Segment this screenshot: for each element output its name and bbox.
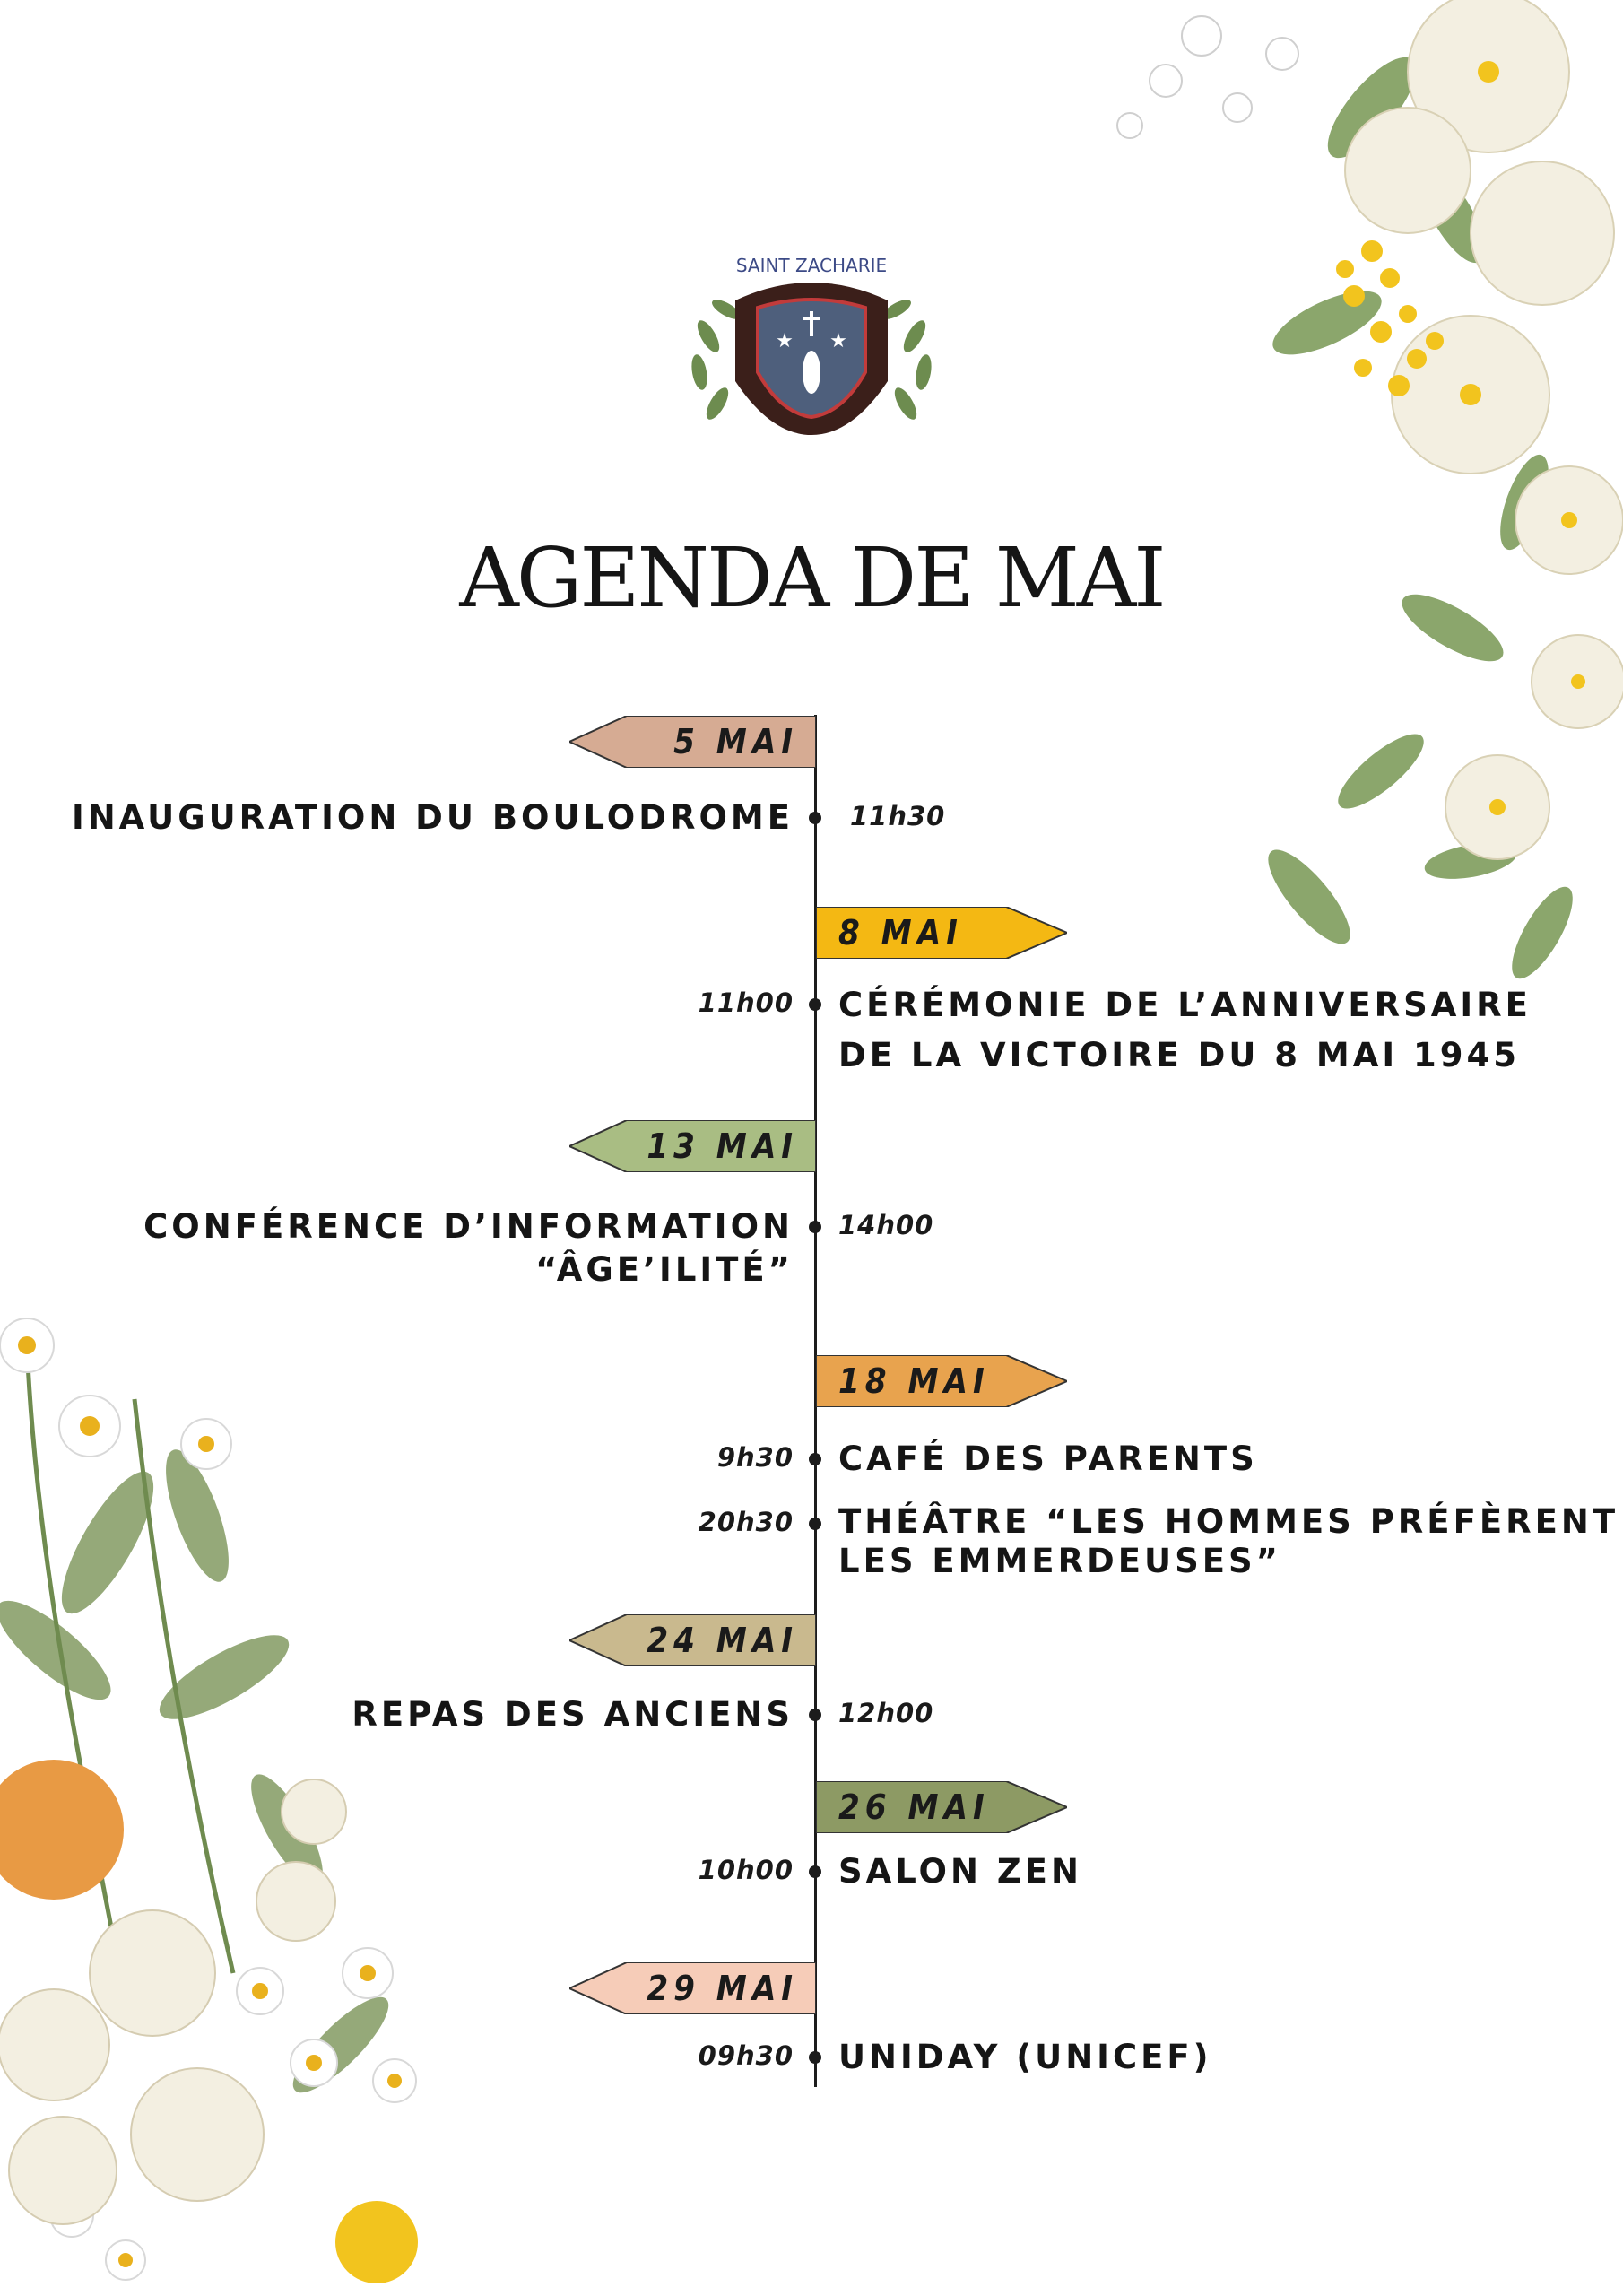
event-title-line: CAFÉ DES PARENTS	[838, 1439, 1258, 1478]
event-title	[838, 984, 1532, 1077]
date-flag-8-mai	[816, 907, 1067, 959]
white-small-flowers	[1117, 16, 1298, 138]
date-label: 8 MAI	[838, 913, 963, 952]
timeline-dot	[809, 812, 821, 824]
event-time: 12h00	[838, 1698, 934, 1728]
timeline-dot	[809, 1453, 821, 1465]
event-time: 11h30	[850, 801, 946, 831]
event-title	[838, 1438, 1258, 1481]
date-flag-26-mai	[816, 1781, 1067, 1833]
yellow-flower	[335, 2201, 418, 2283]
event-time: 10h00	[698, 1855, 794, 1885]
date-label: 24 MAI	[647, 1621, 798, 1660]
event-title-line: “ÂGE’ILITÉ”	[535, 1250, 794, 1289]
date-label: 13 MAI	[647, 1126, 798, 1166]
event-title-line: UNIDAY (UNICEF)	[838, 2038, 1212, 2076]
event-time: 20h30	[698, 1507, 794, 1537]
event-time: 09h30	[698, 2040, 794, 2071]
event-title-line: INAUGURATION DU BOULODROME	[71, 798, 794, 837]
floral-decoration-bottom-left	[0, 1274, 466, 2296]
crest-star-left: ★	[776, 330, 794, 352]
orange-fruit	[0, 1760, 124, 1900]
date-flag-5-mai	[569, 716, 816, 768]
crest-star-right: ★	[829, 330, 847, 352]
event-title-line: THÉÂTRE “LES HOMMES PRÉFÈRENT	[838, 1502, 1619, 1541]
date-label: 26 MAI	[838, 1787, 990, 1827]
crest-footprint	[803, 351, 820, 394]
date-label: 5 MAI	[673, 722, 798, 761]
timeline-dot	[809, 1709, 821, 1721]
date-flag-24-mai	[569, 1614, 816, 1666]
saint-zacharie-crest-logo	[673, 229, 950, 444]
event-time: 14h00	[838, 1210, 934, 1240]
date-flag-18-mai	[816, 1355, 1067, 1407]
event-title	[838, 1850, 1082, 1893]
timeline-dot	[809, 1866, 821, 1878]
logo-text: SAINT ZACHARIE	[735, 255, 888, 276]
event-title	[838, 1502, 1619, 1581]
event-title-line: SALON ZEN	[838, 1852, 1082, 1891]
event-time: 9h30	[716, 1442, 794, 1473]
event-title-line: LES EMMERDEUSES”	[838, 1542, 1281, 1580]
page-title: AGENDA DE MAI	[459, 530, 1164, 626]
event-title-line: CONFÉRENCE D’INFORMATION	[143, 1207, 794, 1246]
event-title-line: CÉRÉMONIE DE L’ANNIVERSAIRE	[838, 986, 1532, 1024]
timeline-dot	[809, 2051, 821, 2064]
event-time: 11h00	[698, 987, 794, 1018]
date-label: 18 MAI	[838, 1361, 990, 1401]
event-title-line: REPAS DES ANCIENS	[352, 1695, 794, 1734]
event-title	[72, 796, 794, 839]
event-title	[352, 1693, 794, 1736]
event-title-line: DE LA VICTOIRE DU 8 MAI 1945	[838, 1036, 1520, 1074]
date-label: 29 MAI	[647, 1969, 798, 2008]
white-peony-flowers	[1345, 0, 1623, 859]
date-flag-29-mai	[569, 1962, 816, 2014]
timeline-dot	[809, 998, 821, 1011]
timeline-dot	[809, 1518, 821, 1530]
timeline-dot	[809, 1221, 821, 1233]
event-title	[838, 2036, 1212, 2079]
event-title	[143, 1205, 794, 1292]
date-flag-13-mai	[569, 1120, 816, 1172]
